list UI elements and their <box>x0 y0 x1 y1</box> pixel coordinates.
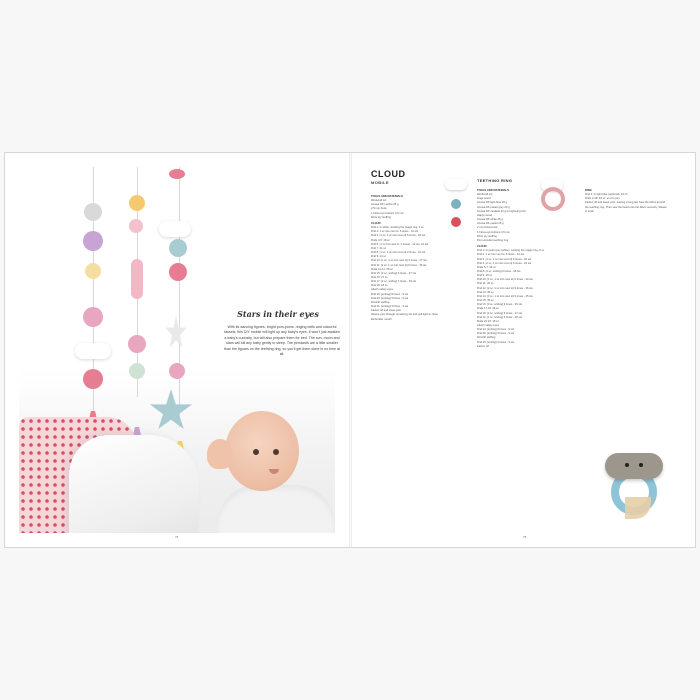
pattern-line: Rnd 9: 24 sc <box>371 255 387 259</box>
pattern-line: Rnds 22-23: 18 sc <box>477 319 499 323</box>
moon-figure <box>85 263 101 279</box>
pattern-line: Rnd 10: [1 sc, 1 sc into next st] 3 times - 27 sts <box>371 259 427 263</box>
star-figure <box>165 315 187 351</box>
pattern-line: Rnds 12-14: 36 sc <box>371 267 393 271</box>
pattern-line: Fasten off and close yarn <box>371 309 402 313</box>
col-ring <box>585 187 667 214</box>
white-pillow <box>69 435 199 533</box>
pattern-subtitle: MOBILE <box>371 180 389 185</box>
pom-pom <box>129 363 145 379</box>
pattern-line: 2 mm Floss hook <box>477 226 498 230</box>
pattern-line: Rnds 4-5: 18 sc <box>371 238 390 242</box>
pattern-line: Pom wooden teething ring <box>477 238 509 242</box>
pattern-line: Anuwa DK light blue 20 g <box>477 201 508 205</box>
mobile-strand <box>179 167 180 427</box>
pattern-line: Rnd 21: [1 sc, sc2tog] 9 times - 18 sts <box>477 315 522 319</box>
pattern-line: 1 Floss eye buttons 4.5 mm <box>477 230 511 234</box>
pattern-line: Rnd 15: [2 sc, sc2tog] 9 times - 27 sts <box>371 271 416 275</box>
pattern-line: Rnd 1: In white, working the magic ring, 6 sc <box>371 226 424 230</box>
col-mobile <box>371 193 447 322</box>
pattern-line: Rnd 3: [1 sc, 1 sc into next st] 6 times - 18 sts <box>477 257 532 261</box>
pattern-line: Rnd 7: 21 sc <box>371 246 387 250</box>
pattern-line: Rnd 1: In pearl grey (white), working the magic ring, 6 sc <box>477 249 545 253</box>
pattern-title: CLOUD <box>371 169 406 179</box>
teething-ring-grip <box>625 497 651 519</box>
pattern-line: Hugs wood <box>477 197 491 201</box>
pom-pom <box>83 231 103 251</box>
left-body-text: With its dancing figures, bright pom-poms, ringing bells and colourful tassels, this DIY mobile will light up any baby's eyes. It won't just awaken a baby's curiosity, but will also prepare them for bed. The sun, moon and stars will lull any baby gently to sleep. The pendants are a little smaller than the figures on the teething ring, so you'll get them done in no time at all. <box>224 325 340 357</box>
pattern-line: Rnd 10: [1 sc, 1 sc into next st] 6 times - 30 sts <box>477 278 533 282</box>
pattern-line: Fill with stuffing <box>371 300 390 304</box>
cloud-figure <box>159 221 191 237</box>
swatch-blue <box>451 199 461 209</box>
col-teething-ring <box>477 187 557 349</box>
page-number-left: 74 <box>175 535 179 539</box>
pattern-line: Rnd 1: In light blue (optional), 34 ch <box>585 193 628 197</box>
pom-pom <box>83 369 103 389</box>
col-heading: RING <box>585 189 592 192</box>
pattern-line: Rnd 15: 45 sc <box>477 299 494 303</box>
cloud-icon <box>445 179 467 190</box>
grey-cloud-toy <box>605 453 663 479</box>
left-page <box>5 153 350 547</box>
pattern-line: Rnd 2: 1 sc into next st, 6 times - 12 sts <box>477 253 525 257</box>
baby-head <box>225 411 299 491</box>
pattern-line: Rnds 5-7: 24 sc <box>477 265 496 269</box>
pattern-line: Rnd 16: [3 sc, sc2tog] 9 times - 36 sts <box>477 303 522 307</box>
pattern-line: Rnd 20: [2 sc, sc2tog] 9 times - 27 sts <box>477 311 522 315</box>
pattern-line: Rnd 9: 18 sc <box>477 274 493 278</box>
pattern-line: Rnd 16: 27 sc <box>371 275 388 279</box>
pom-pom <box>129 195 145 211</box>
pattern-line: Rnd 8: [1 sc, 1 sc into next st] 3 times - 24 sts <box>371 251 426 255</box>
pattern-line: Fill with stuffing <box>477 336 496 340</box>
pattern-line: Attach safety eyes <box>477 324 499 327</box>
pattern-line: Woolcraft Art <box>477 193 493 197</box>
pattern-line: Rnd 24: [sc2tog] 9 times - 9 sts <box>477 328 515 332</box>
baby-body <box>217 485 335 533</box>
pom-pom <box>128 335 146 353</box>
pom-pom <box>169 169 185 179</box>
pattern-line: Rnd 14: [3 sc, 1 sc into next st] 9 times - 45 sts <box>477 294 533 298</box>
pattern-line: Rnd 3: [1 sc, 1 sc into next st] 6 times - 18 sts <box>371 234 426 238</box>
pattern-line: Rnds 2-18: 34 sc, sl st to join <box>585 197 620 201</box>
pattern-line: Rnd 6: [1 sc into next st, 2 times] - 12 sts, 21 sts <box>371 242 429 246</box>
pattern-line: Rnd 4: [2 sc, 1 sc into next st] 6 times - 24 sts <box>477 261 532 265</box>
right-page <box>351 153 696 547</box>
col-heading: CLOUD <box>371 221 381 225</box>
pom-pom <box>84 203 102 221</box>
left-heading: Stars in their eyes <box>237 309 319 319</box>
pattern-line: Fasten off <box>477 344 489 348</box>
baby-eye <box>273 449 279 455</box>
pattern-line: Happy wood <box>477 213 492 217</box>
pattern-line: Embroider mouth <box>371 317 392 321</box>
pom-pom <box>169 239 187 257</box>
pom-pom <box>169 263 187 281</box>
pattern-line: Fibre toy stuffing <box>371 215 391 219</box>
swatch-red <box>451 217 461 227</box>
baby-mouth <box>269 469 279 474</box>
pattern-line: 1 Floss eye buttons 4.5 mm <box>371 211 405 215</box>
pattern-line: Rnd 17: [2 sc, sc2tog] 3 times - 18 sts <box>371 280 416 284</box>
pattern-line: Rnd 8: [2 sc, sc2tog] 6 times - 18 sts <box>477 269 521 273</box>
baby <box>207 411 335 533</box>
col-heading: TOOLS AND MATERIALS <box>477 189 509 192</box>
pattern-line: Woolcraft Art <box>371 199 387 203</box>
baby-hand <box>207 439 233 469</box>
pattern-line: Fasten off and leave yarn, leaving a long tail. Sew the fabric around the teething ring. Then sew the head onto the fabric securely. Weave in ends. <box>585 201 667 213</box>
pattern-line: Anuwa DK candela 20 g for lightning bolt <box>477 209 526 213</box>
pattern-line: Rnd 11: 30 sc <box>477 282 494 286</box>
pattern-line: Rnd 26: [sc2tog] 3 times - 3 sts <box>477 340 515 344</box>
pattern-line: Rnd 12: [2 sc, 1 sc into next st] 9 times - 36 sts <box>477 286 533 290</box>
pattern-line: Rnd 25: [sc2tog] 3 times - 6 sts <box>477 332 515 336</box>
pom-pom <box>129 219 143 233</box>
pattern-line: Anuwa DK pastel grey 20 g <box>477 205 510 209</box>
toy-eye <box>639 463 643 467</box>
pattern-line: Anuwa DK Lambs 25 g <box>371 203 399 207</box>
pattern-line: Fibre toy stuffing <box>477 234 497 238</box>
toy-eye <box>625 463 629 467</box>
book-spread <box>4 152 696 548</box>
pattern-line: Anuwa DK pastel 25 g <box>477 222 504 226</box>
pom-pom <box>169 363 185 379</box>
pattern-line: Rnd 20: [sc2tog] 3 times - 6 sts <box>371 296 409 300</box>
pattern-line: Rnd 13: 36 sc <box>477 290 494 294</box>
pattern-line: Rnd 19: [sc2tog] 9 times - 9 sts <box>371 292 409 296</box>
pattern-line: Rnd 11: [2 sc, 1 sc into next st] 9 times - 36 sts <box>371 263 427 267</box>
pattern-line: Rnd 18: 18 sc <box>371 284 388 288</box>
pattern-line: Attach safety eyes <box>371 288 393 292</box>
baby-eye <box>253 449 259 455</box>
page-number-right: 75 <box>523 535 527 539</box>
pattern-line: Anuwa DK white 25 g <box>477 218 503 222</box>
col-heading: TOOLS AND MATERIALS <box>371 195 403 198</box>
rabbit-figure <box>131 259 143 299</box>
pattern-line: Rnd 2: 1 sc into next st, 6 times - 12 sts <box>371 230 419 234</box>
section-teething-ring: TEETHING RING <box>477 178 513 183</box>
pom-pom <box>83 307 103 327</box>
pattern-line: Rnd 21: [sc2tog] 3 times - 3 sts <box>371 305 409 309</box>
cloud-figure <box>75 343 111 359</box>
pattern-line: Weave yarn through remaining sts and pull tight to close <box>371 313 438 317</box>
pattern-line: Rnds 17-19: 36 sc <box>477 307 499 311</box>
pattern-line: 2.5 mm hook <box>371 207 387 211</box>
col-heading: CLOUD <box>477 245 487 249</box>
